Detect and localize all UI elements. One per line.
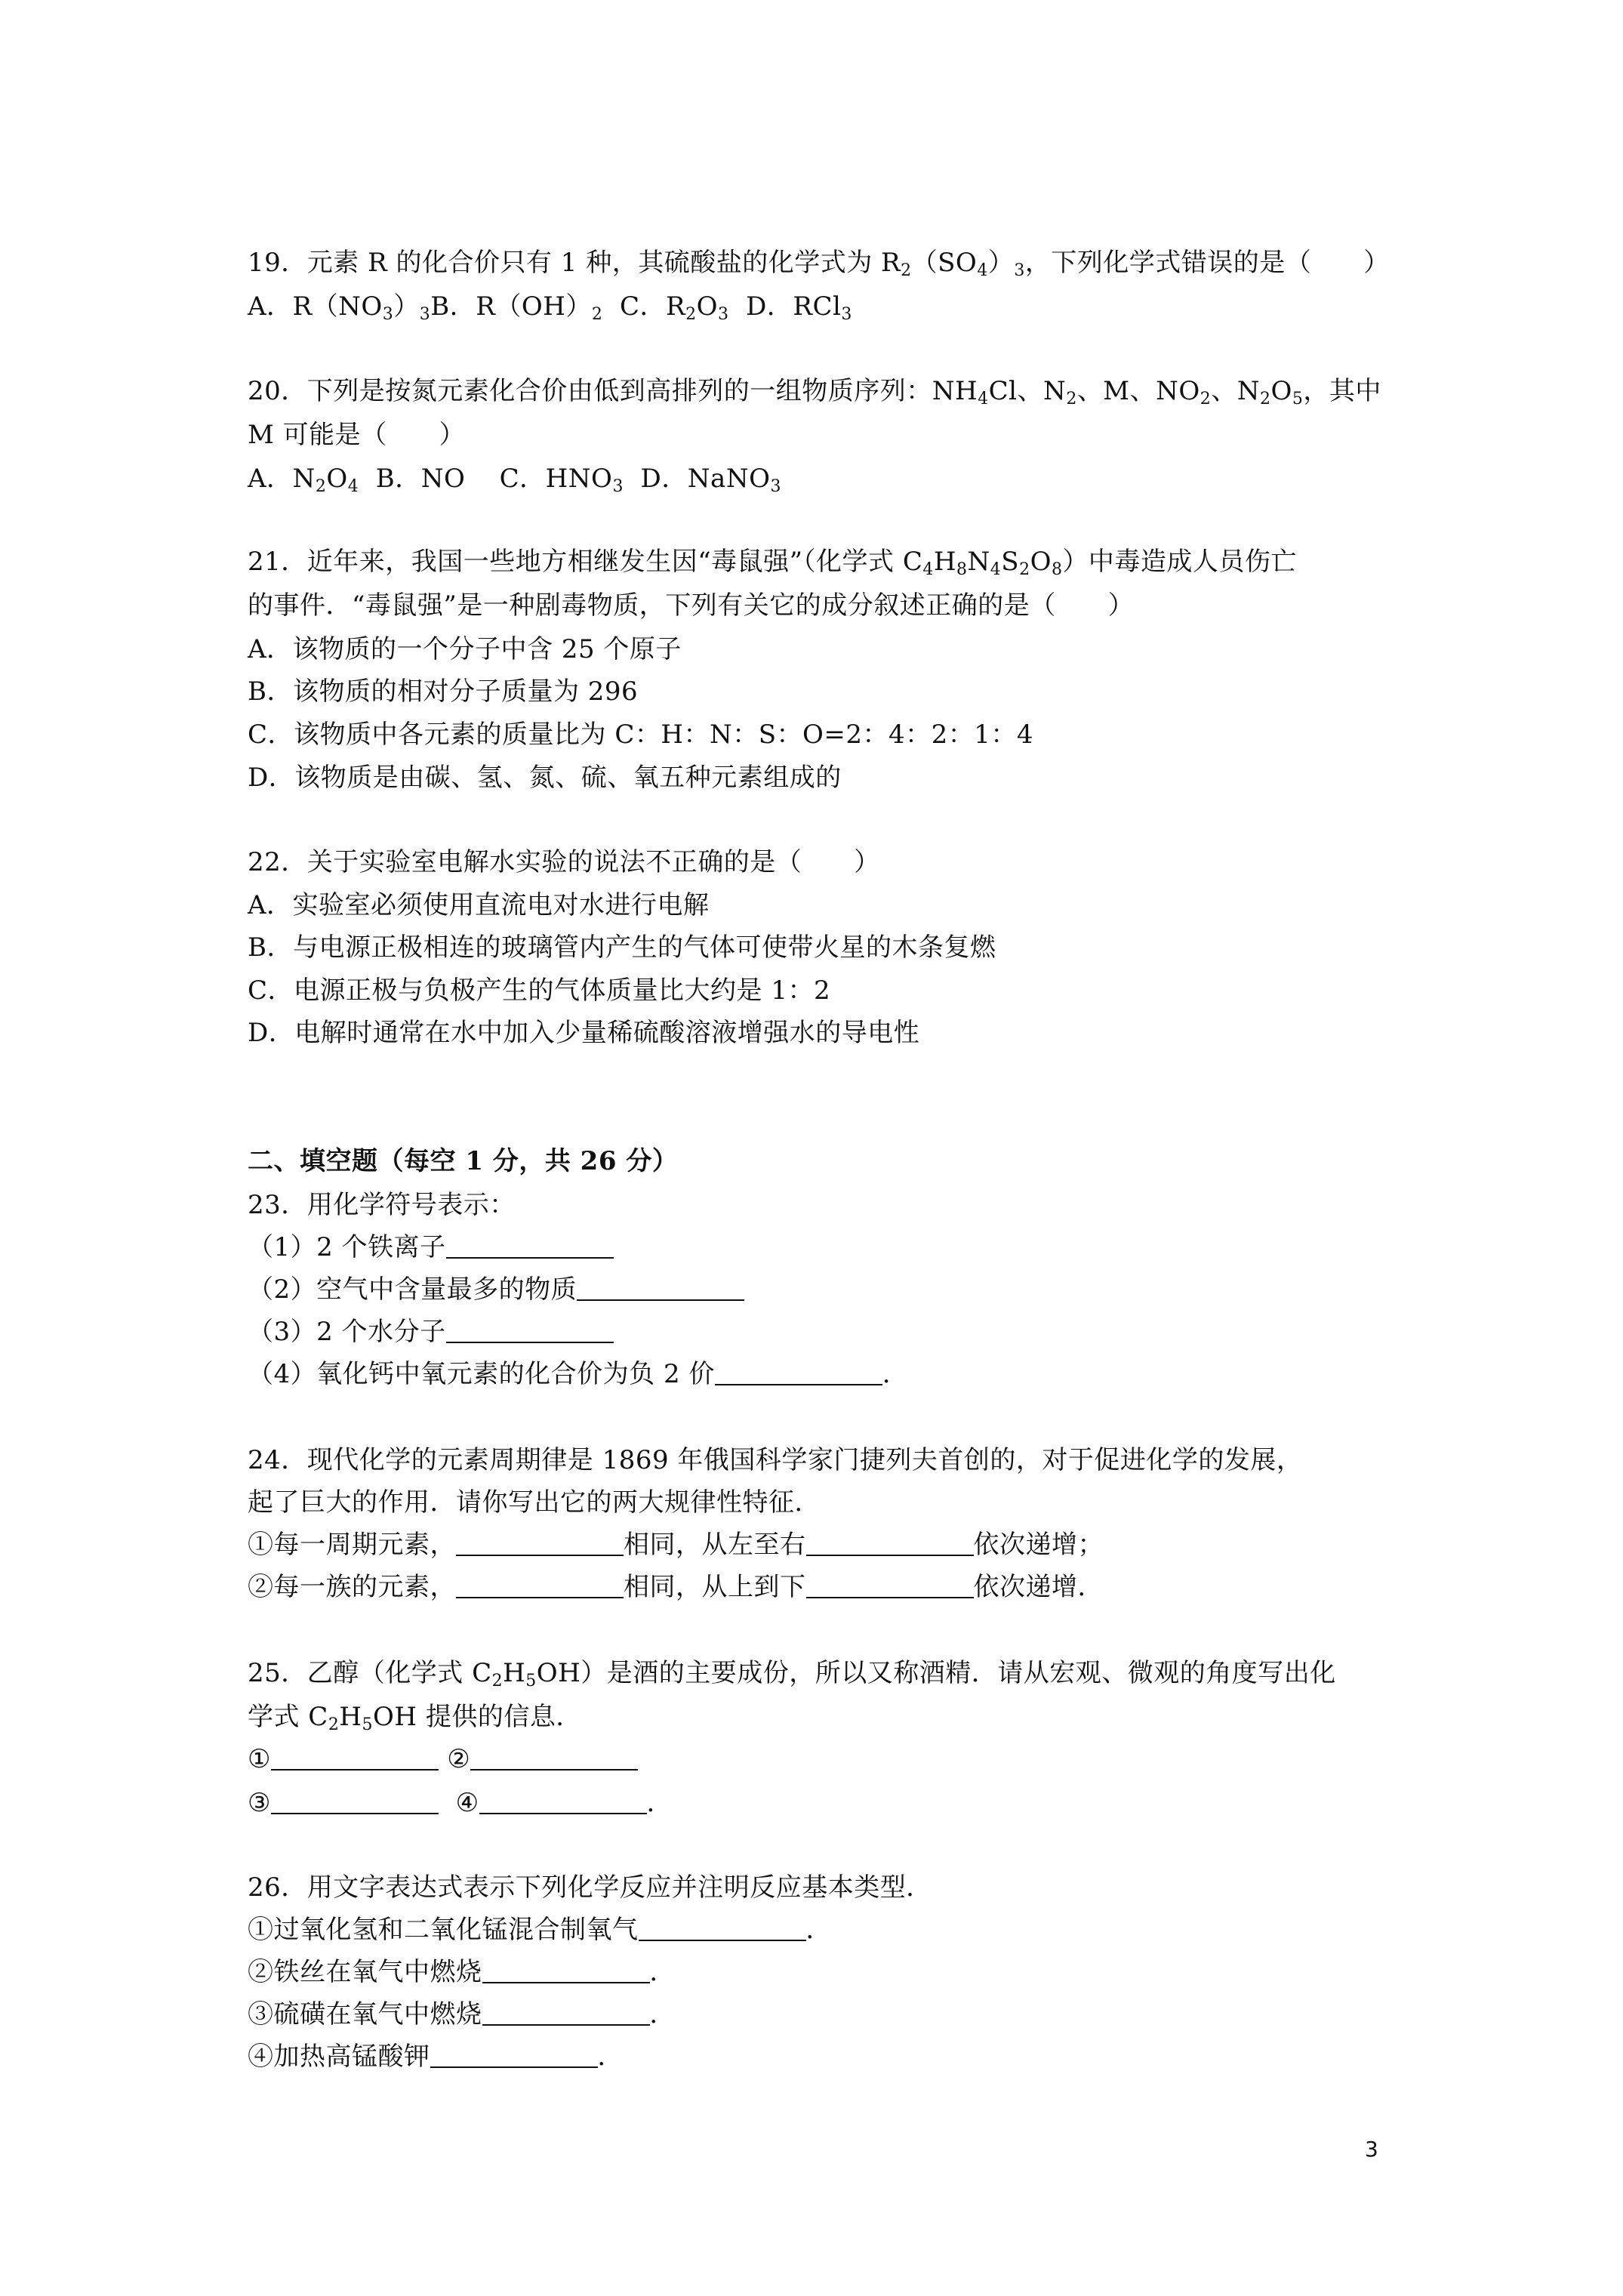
subscript: 4	[990, 560, 1002, 579]
text: ③硫磺在氧气中燃烧	[248, 1999, 482, 2029]
q24-line-2	[248, 1570, 1104, 1604]
q25-stem-2	[248, 1700, 582, 1734]
page-number: 3	[1365, 2137, 1378, 2162]
text: M 可能是（ ）	[248, 420, 466, 450]
text: B．与电源正极相连的玻璃管内产生的气体可使带火星的木条复燃	[248, 932, 996, 963]
text: A．该物质的一个分子中含 25 个原子	[248, 634, 682, 664]
text: 21．近年来，我国一些地方相继发生因“毒鼠强”（化学式 C	[248, 547, 923, 577]
text: ①每一周期元素，	[248, 1530, 456, 1560]
answer-blank[interactable]	[577, 1274, 744, 1301]
text: B．R（OH）	[430, 291, 592, 322]
q21-stem	[248, 545, 1297, 578]
subscript: 4	[978, 390, 989, 408]
text: ①	[248, 1744, 271, 1774]
text: S	[1001, 547, 1020, 577]
section-title	[248, 1145, 678, 1178]
text: ③	[248, 1788, 271, 1818]
text: 20．下列是按氮元素化合价由低到高排列的一组物质序列：NH	[248, 376, 978, 406]
text: D．NaNO	[623, 464, 771, 494]
answer-blank[interactable]	[456, 1571, 624, 1598]
text: Cl、N	[988, 376, 1067, 406]
subscript: 8	[956, 560, 968, 579]
subscript: 4	[922, 560, 934, 579]
answer-blank[interactable]	[271, 1787, 439, 1814]
text: O	[1030, 547, 1052, 577]
subscript: 2	[328, 1715, 340, 1734]
text: 依次递增；	[973, 1530, 1104, 1560]
text: H	[933, 547, 957, 577]
text: 依次递增．	[973, 1572, 1104, 1602]
q22-option-d	[248, 1016, 919, 1049]
text: 26．用文字表达式表示下列化学反应并注明反应基本类型．	[248, 1872, 932, 1903]
subscript: 2	[591, 305, 603, 324]
answer-blank[interactable]	[470, 1743, 638, 1771]
text: （2）空气中含量最多的物质	[248, 1274, 577, 1305]
answer-blank[interactable]	[806, 1529, 974, 1556]
text: OH）是酒的主要成份，所以又称酒精．请从宏观、微观的角度写出化	[536, 1658, 1336, 1688]
text: D．RCl	[728, 291, 842, 322]
q21-stem-2	[248, 589, 1134, 622]
text: ．	[646, 1788, 673, 1818]
subscript: 3	[841, 305, 852, 324]
text: ④	[438, 1788, 479, 1818]
q24-line-1	[248, 1528, 1104, 1561]
text: 起了巨大的作用．请你写出它的两大规律性特征．	[248, 1487, 821, 1518]
subscript: 5	[1292, 390, 1304, 408]
q23-item-3	[248, 1315, 614, 1348]
text: ①过氧化氢和二氧化锰混合制氧气	[248, 1915, 639, 1945]
text: ，其中	[1303, 376, 1381, 406]
q22-option-b	[248, 931, 996, 964]
text: ②铁丝在氧气中燃烧	[248, 1957, 482, 1987]
q26-item-1	[248, 1913, 832, 1946]
answer-blank[interactable]	[430, 2041, 598, 2068]
q24-stem	[248, 1444, 1302, 1477]
text: ，下列化学式错误的是（ ）	[1024, 248, 1390, 278]
q26-item-3	[248, 1998, 676, 2031]
answer-blank[interactable]	[479, 1787, 647, 1814]
subscript: 2	[901, 261, 912, 280]
answer-blank[interactable]	[482, 1999, 650, 2026]
text: （1）2 个铁离子	[248, 1232, 446, 1262]
q25-stem	[248, 1657, 1336, 1690]
q25-answers-2	[248, 1786, 673, 1820]
answer-blank[interactable]	[639, 1914, 806, 1941]
text: O	[1270, 376, 1292, 406]
subscript: 3	[419, 305, 431, 324]
text: H	[339, 1702, 362, 1732]
subscript: 5	[525, 1672, 537, 1690]
text: 19．元素 R 的化合价只有 1 种，其硫酸盐的化学式为 R	[248, 248, 901, 278]
text: O	[696, 291, 718, 322]
text: （4）氧化钙中氧元素的化合价为负 2 价	[248, 1359, 715, 1389]
text: （SO	[911, 248, 978, 278]
text: 学式 C	[248, 1702, 328, 1732]
text: ．	[649, 1999, 676, 2029]
text: A．R（NO	[248, 291, 383, 322]
text: 相同，从上到下	[624, 1572, 806, 1602]
answer-blank[interactable]	[715, 1358, 882, 1385]
text: ④加热高锰酸钾	[248, 2042, 430, 2072]
text: H	[503, 1658, 526, 1688]
text: N	[967, 547, 990, 577]
q21-option-a	[248, 633, 682, 666]
text: D．电解时通常在水中加入少量稀硫酸溶液增强水的导电性	[248, 1018, 920, 1048]
q25-answers-1	[248, 1743, 638, 1776]
subscript: 4	[977, 261, 988, 280]
text: ．	[805, 1915, 832, 1945]
text: C．该物质中各元素的质量比为 C：H：N：S：O=2：4：2：1：4	[248, 720, 1034, 750]
text: O	[326, 464, 348, 494]
answer-blank[interactable]	[806, 1571, 974, 1598]
text: ．	[882, 1359, 909, 1389]
subscript: 4	[347, 477, 359, 496]
q23-item-2	[248, 1273, 744, 1306]
answer-blank[interactable]	[446, 1316, 614, 1343]
subscript: 8	[1051, 560, 1063, 579]
subscript: 3	[1014, 261, 1025, 280]
text: 22．关于实验室电解水实验的说法不正确的是（ ）	[248, 847, 880, 877]
subscript: 3	[770, 477, 781, 496]
text: ②	[438, 1744, 471, 1774]
q23-item-4	[248, 1358, 908, 1391]
subscript: 2	[1019, 560, 1030, 579]
answer-blank[interactable]	[271, 1743, 439, 1771]
text: OH 提供的信息．	[372, 1702, 582, 1732]
q22-option-a	[248, 889, 710, 922]
text: ）	[987, 248, 1015, 278]
q26-item-2	[248, 1955, 676, 1989]
text: 25．乙醇（化学式 C	[248, 1658, 492, 1688]
subscript: 3	[612, 477, 624, 496]
answer-blank[interactable]	[446, 1231, 614, 1259]
text: D．该物质是由碳、氢、氮、硫、氧五种元素组成的	[248, 763, 842, 793]
text: ．	[597, 2042, 624, 2072]
subscript: 2	[1200, 390, 1212, 408]
subscript: 2	[685, 305, 697, 324]
answer-blank[interactable]	[456, 1529, 624, 1556]
text: （3）2 个水分子	[248, 1317, 446, 1347]
subscript: 3	[382, 305, 394, 324]
q23-item-1	[248, 1231, 614, 1264]
q21-option-b	[248, 675, 638, 708]
text: ②每一族的元素，	[248, 1572, 456, 1602]
text: 二、填空题（每空 1 分，共 26 分）	[248, 1146, 679, 1176]
q22-option-c	[248, 974, 830, 1007]
q22-stem	[248, 846, 880, 879]
subscript: 2	[315, 477, 327, 496]
text: B．NO C．HNO	[359, 464, 613, 494]
subscript: 5	[362, 1715, 373, 1734]
q21-option-d	[248, 761, 842, 794]
q24-stem-2	[248, 1486, 821, 1519]
text: 、M、NO	[1076, 376, 1200, 406]
text: 24．现代化学的元素周期律是 1869 年俄国科学家门捷列夫首创的，对于促进化学的发展，	[248, 1445, 1303, 1475]
q20-options	[248, 462, 781, 495]
q26-stem	[248, 1871, 932, 1904]
text: A．N	[248, 464, 316, 494]
text: C．电源正极与负极产生的气体质量比大约是 1：2	[248, 975, 831, 1006]
q20-stem-2	[248, 418, 465, 451]
text: B．该物质的相对分子质量为 296	[248, 676, 639, 707]
q20-stem	[248, 374, 1381, 408]
subscript: 2	[1066, 390, 1077, 408]
subscript: 3	[718, 305, 729, 324]
q23-stem	[248, 1188, 516, 1222]
text: ）中毒造成人员伤亡	[1062, 547, 1297, 577]
subscript: 2	[491, 1672, 504, 1690]
q21-option-c	[248, 718, 1033, 751]
text: C．R	[602, 291, 686, 322]
text: A．实验室必须使用直流电对水进行电解	[248, 890, 710, 920]
text: 、N	[1211, 376, 1260, 406]
q19-stem	[248, 246, 1390, 279]
text: 的事件．“毒鼠强”是一种剧毒物质，下列有关它的成分叙述正确的是（ ）	[248, 590, 1135, 621]
text: 相同，从左至右	[624, 1530, 806, 1560]
q26-item-4	[248, 2040, 624, 2073]
text: ．	[649, 1957, 676, 1987]
answer-blank[interactable]	[482, 1956, 650, 1983]
q19-options	[248, 290, 852, 323]
text: 23．用化学符号表示：	[248, 1190, 516, 1220]
subscript: 2	[1260, 390, 1271, 408]
text: ）	[393, 291, 420, 322]
